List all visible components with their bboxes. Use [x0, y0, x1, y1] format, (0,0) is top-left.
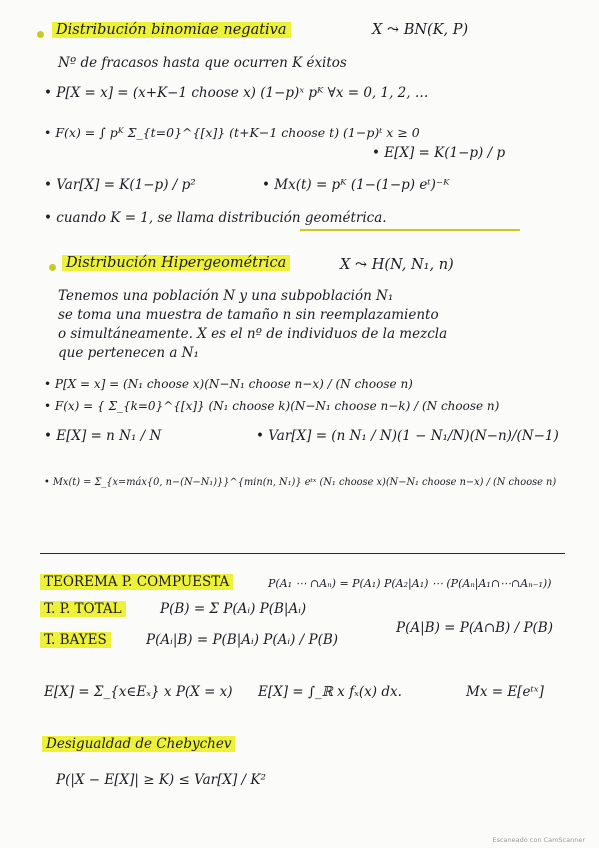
nb-var: • Var[X] = K(1−p) / p² — [44, 177, 196, 193]
hg-definition: X ⤳ H(N, N₁, n) — [340, 257, 454, 273]
theorem-bayes-expr: P(Aᵢ|B) = P(B|Aᵢ) P(Aᵢ) / P(B) — [146, 632, 339, 648]
separator-line — [40, 553, 565, 554]
expectation-discrete: E[X] = Σ_{x∈Eₓ} x P(X = x) — [44, 684, 233, 700]
hg-paragraph-1: Tenemos una población N y una subpoblación N₁ — [58, 288, 394, 304]
hg-paragraph-2: se toma una muestra de tamaño n sin reemplazamiento — [58, 307, 439, 323]
hg-paragraph-3: o simultáneamente. X es el nº de individuos de la mezcla — [58, 326, 448, 342]
nb-cdf: • F(x) = ∫ pᴷ Σ_{t=0}^{[x]} (t+K−1 choose t) (1−p)ᵗ x ≥ 0 — [44, 125, 420, 140]
nb-mean: • E[X] = K(1−p) / p — [372, 145, 506, 161]
nb-pmf: • P[X = x] = (x+K−1 choose x) (1−p)ˣ pᴷ ∀x = 0, 1, 2, … — [44, 85, 429, 101]
chebychev-label — [42, 736, 235, 752]
theorem-compuesta-expr: P(A₁ ⋯ ∩Aₙ) = P(A₁) P(A₂|A₁) ⋯ (P(Aₙ|A₁∩⋯∩Aₙ₋₁)) — [268, 577, 552, 590]
title2-text: Distribución Hipergeométrica — [62, 255, 290, 271]
hg-paragraph-4: que pertenecen a N₁ — [58, 345, 199, 361]
t-comp-label-text: TEOREMA P. COMPUESTA — [40, 574, 233, 590]
hg-pmf: • P[X = x] = (N₁ choose x)(N−N₁ choose n−x) / (N choose n) — [44, 377, 413, 391]
chebychev-inequality: P(|X − E[X]| ≥ K) ≤ Var[X] / K² — [56, 772, 266, 788]
nb-mgf: • Mx(t) = pᴷ (1−(1−p) eᵗ)⁻ᴷ — [262, 177, 450, 193]
theorem-compuesta-label — [40, 574, 233, 590]
nb-intro: Nº de fracasos hasta que ocurren K éxitos — [58, 55, 347, 71]
geometrica-underline — [300, 229, 520, 231]
theorem-total-label — [40, 601, 126, 617]
nb-geometric-note — [44, 210, 387, 226]
hg-cdf: • F(x) = { Σ_{k=0}^{[x]} (N₁ choose k)(N−N₁ choose n−k) / (N choose n) — [44, 399, 500, 413]
conditional-probability: P(A|B) = P(A∩B) / P(B) — [396, 620, 553, 636]
section-title-hipergeometrica — [62, 255, 290, 271]
t-total-label-text: T. P. TOTAL — [40, 601, 126, 617]
nb-definition: X ⤳ BN(K, P) — [372, 22, 469, 38]
theorem-bayes-label — [40, 632, 111, 648]
bullet-dot — [49, 264, 56, 271]
cheb-label-text: Desigualdad de Chebychev — [42, 736, 235, 752]
mgf-definition: Mx = E[eᵗˣ] — [466, 684, 544, 700]
theorem-total-expr: P(B) = Σ P(Aᵢ) P(B|Aᵢ) — [160, 601, 307, 617]
hg-var: • Var[X] = (n N₁ / N)(1 − N₁/N)(N−n)/(N−1) — [256, 428, 559, 444]
t-bayes-label-text: T. BAYES — [40, 632, 111, 648]
scanner-watermark: Escaneado con CamScanner — [492, 836, 585, 844]
nb-geo-pre: • cuando K = 1 — [44, 210, 149, 226]
expectation-continuous: E[X] = ∫_ℝ x fₓ(x) dx. — [258, 684, 402, 700]
section-title-binomial-negativa — [52, 22, 291, 38]
title1-text: Distribución binomiae negativa — [52, 22, 291, 38]
hg-mgf: • Mx(t) = Σ_{x=máx{0, n−(N−N₁)}}^{min(n, N₁)} eᵗˣ (N₁ choose x)(N−N₁ choose n−x) / (N choose n) — [44, 477, 557, 488]
hg-mean: • E[X] = n N₁ / N — [44, 428, 162, 444]
bullet-dot — [37, 31, 44, 38]
nb-geo-post: , se llama distribución geométrica. — [148, 210, 387, 226]
